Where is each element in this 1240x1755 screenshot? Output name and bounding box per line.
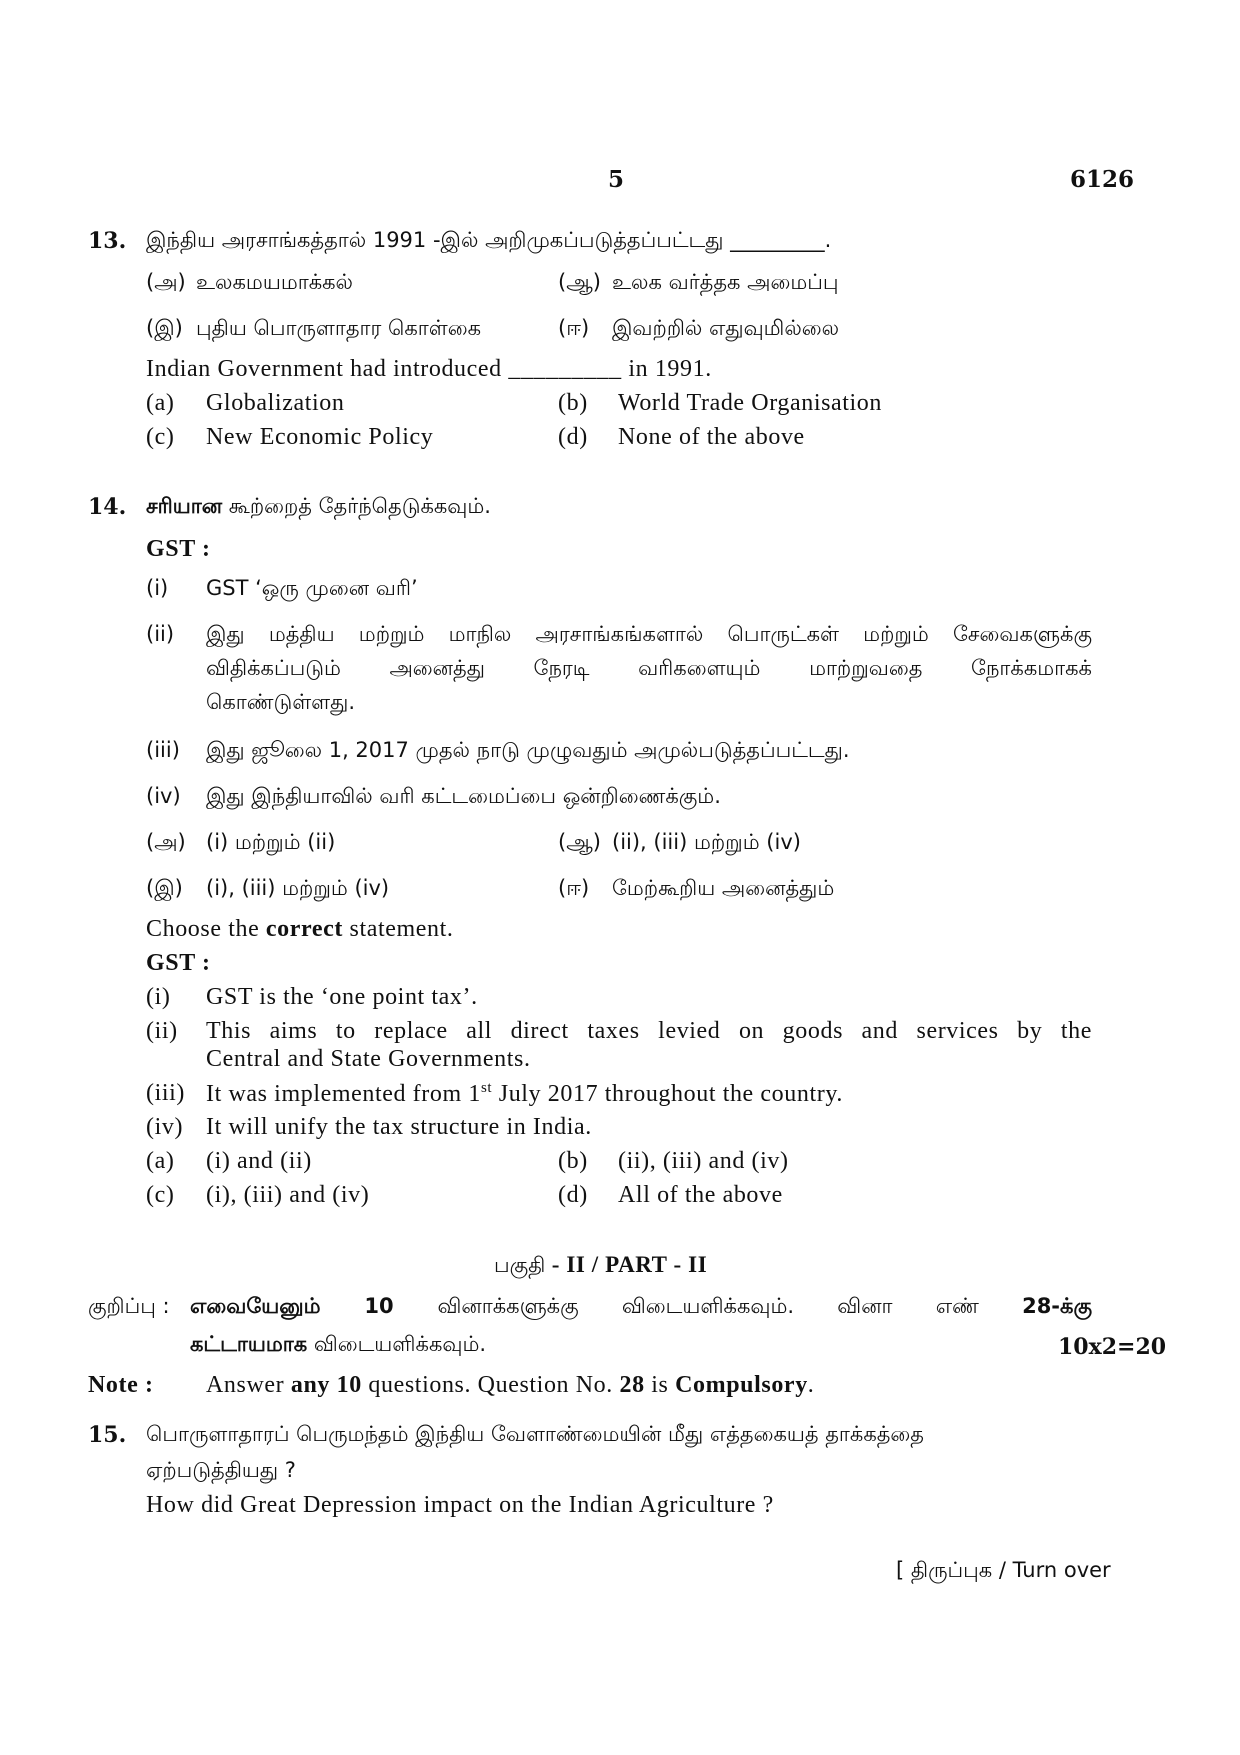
option-label: (a)	[146, 1148, 175, 1174]
option-text: மேற்கூறிய அனைத்தும்	[612, 876, 835, 900]
option-text: (ii), (iii) மற்றும் (iv)	[612, 830, 801, 854]
option-text: (i), (iii) மற்றும் (iv)	[206, 876, 390, 900]
option-label: (அ)	[146, 830, 186, 854]
note-text-english	[206, 1372, 814, 1399]
option-label: (ஈ)	[558, 316, 590, 340]
page-number: 5	[608, 166, 625, 193]
question-text-rest: கூற்றைத் தேர்ந்தெடுக்கவும்.	[222, 494, 491, 518]
option-label: (c)	[146, 424, 175, 450]
statement-text: This aims to replace all direct taxes levied on goods and services by the	[206, 1018, 1092, 1044]
note-label-tamil: குறிப்பு :	[88, 1294, 170, 1318]
emphasis-text: 28-க்கு	[1022, 1294, 1092, 1318]
option-text: உலகமயமாக்கல்	[196, 270, 353, 294]
option-text: (i), (iii) and (iv)	[206, 1182, 370, 1208]
option-label: (a)	[146, 390, 175, 416]
note-text-tamil-line2	[190, 1332, 486, 1359]
question-text-post: statement.	[342, 916, 454, 942]
option-label: (b)	[558, 1148, 588, 1174]
note-text: வினாக்களுக்கு விடையளிக்கவும். வினா எண்	[437, 1294, 1023, 1318]
option-text: World Trade Organisation	[618, 390, 883, 416]
option-text: (i) மற்றும் (ii)	[206, 830, 336, 854]
statement-text: Central and State Governments.	[206, 1046, 531, 1072]
statement-text: கொண்டுள்ளது.	[206, 690, 355, 714]
question-text-english	[146, 916, 454, 943]
statement-label: (ii)	[146, 1018, 178, 1044]
option-text: (i) and (ii)	[206, 1148, 312, 1174]
option-label: (அ)	[146, 270, 186, 294]
option-label: (ஆ)	[558, 270, 601, 294]
question-number: 14.	[88, 494, 127, 520]
question-number: 13.	[88, 228, 127, 254]
emphasis-text: கட்டாயமாக	[190, 1332, 308, 1356]
option-label: (d)	[558, 1182, 588, 1208]
question-number: 15.	[88, 1422, 127, 1448]
statement-label: (i)	[146, 984, 171, 1010]
turn-over-text: [ திருப்புக / Turn over	[896, 1558, 1111, 1582]
emphasis-text: 28	[619, 1372, 645, 1398]
question-text-english: Indian Government had introduced _________ in 1991.	[146, 356, 712, 382]
section-heading-english: - II / PART - II	[545, 1252, 708, 1277]
emphasis-text: any 10	[290, 1372, 362, 1398]
statement-text: விதிக்கப்படும் அனைத்து நேரடி வரிகளையும் மாற்றுவதை நோக்கமாகக்	[206, 656, 1092, 680]
option-text: Globalization	[206, 390, 345, 416]
turn-over-label	[896, 1558, 1111, 1585]
note-label-english: Note :	[88, 1372, 154, 1398]
paper-code: 6126	[1070, 166, 1135, 193]
note-text: .	[807, 1372, 815, 1398]
note-text: விடையளிக்கவும்.	[307, 1332, 487, 1356]
option-label: (ஈ)	[558, 876, 590, 900]
gst-label: GST :	[146, 950, 211, 976]
section-heading	[494, 1252, 707, 1280]
statement-text	[206, 1080, 843, 1108]
statement-text: GST ‘ஒரு முனை வரி’	[206, 576, 418, 600]
statement-label: (iv)	[146, 1114, 184, 1140]
option-label: (இ)	[146, 876, 183, 900]
statement-text: It will unify the tax structure in India.	[206, 1114, 592, 1140]
question-text-tamil	[146, 494, 491, 521]
option-label: (b)	[558, 390, 588, 416]
statement-label: (iii)	[146, 1080, 185, 1106]
option-text: All of the above	[618, 1182, 783, 1208]
note-text: questions. Question No.	[361, 1372, 620, 1398]
ordinal-suffix: st	[480, 1080, 493, 1096]
marks-allocation: 10x2=20	[1058, 1334, 1167, 1360]
statement-label: (i)	[146, 576, 169, 600]
note-text: is	[644, 1372, 676, 1398]
question-text-tamil: பொருளாதாரப் பெருமந்தம் இந்திய வேளாண்மையின் மீது எத்தகையத் தாக்கத்தை	[146, 1422, 924, 1446]
option-text: இவற்றில் எதுவுமில்லை	[612, 316, 840, 340]
statement-text: இது மத்திய மற்றும் மாநில அரசாங்கங்களால் பொருட்கள் மற்றும் சேவைகளுக்கு	[206, 622, 1092, 646]
option-label: (c)	[146, 1182, 175, 1208]
question-text-tamil-line2: ஏற்படுத்தியது ?	[146, 1458, 296, 1482]
statement-text: இது ஜூலை 1, 2017 முதல் நாடு முழுவதும் அமுல்படுத்தப்பட்டது.	[206, 738, 850, 762]
statement-label: (iii)	[146, 738, 180, 762]
question-text-pre: Choose the	[146, 916, 266, 942]
emphasis-text: 10	[320, 1294, 438, 1318]
statement-label: (ii)	[146, 622, 175, 646]
option-text: உலக வர்த்தக அமைப்பு	[612, 270, 839, 294]
emphasis-text: எவையேனும்	[190, 1294, 321, 1318]
note-text: Answer	[206, 1372, 291, 1398]
statement-label: (iv)	[146, 784, 181, 808]
emphasis-text: correct	[265, 916, 343, 942]
option-label: (ஆ)	[558, 830, 601, 854]
statement-text-pre: It was implemented from 1	[206, 1081, 481, 1107]
statement-text: GST is the ‘one point tax’.	[206, 984, 478, 1010]
note-text-tamil	[190, 1294, 1092, 1321]
option-label: (d)	[558, 424, 588, 450]
question-text-tamil: இந்திய அரசாங்கத்தால் 1991 -இல் அறிமுகப்படுத்தப்பட்டது _________.	[146, 228, 832, 252]
statement-text-post: July 2017 throughout the country.	[492, 1081, 843, 1107]
section-heading-tamil: பகுதி	[494, 1253, 546, 1277]
question-text-english: How did Great Depression impact on the Indian Agriculture ?	[146, 1492, 774, 1518]
statement-text: இது இந்தியாவில் வரி கட்டமைப்பை ஒன்றிணைக்கும்.	[206, 784, 721, 808]
option-label: (இ)	[146, 316, 183, 340]
option-text: புதிய பொருளாதார கொள்கை	[196, 316, 482, 340]
option-text: New Economic Policy	[206, 424, 434, 450]
option-text: None of the above	[618, 424, 805, 450]
emphasis-text: சரியான	[146, 494, 223, 518]
emphasis-text: Compulsory	[675, 1372, 808, 1398]
option-text: (ii), (iii) and (iv)	[618, 1148, 789, 1174]
gst-label: GST :	[146, 536, 211, 562]
